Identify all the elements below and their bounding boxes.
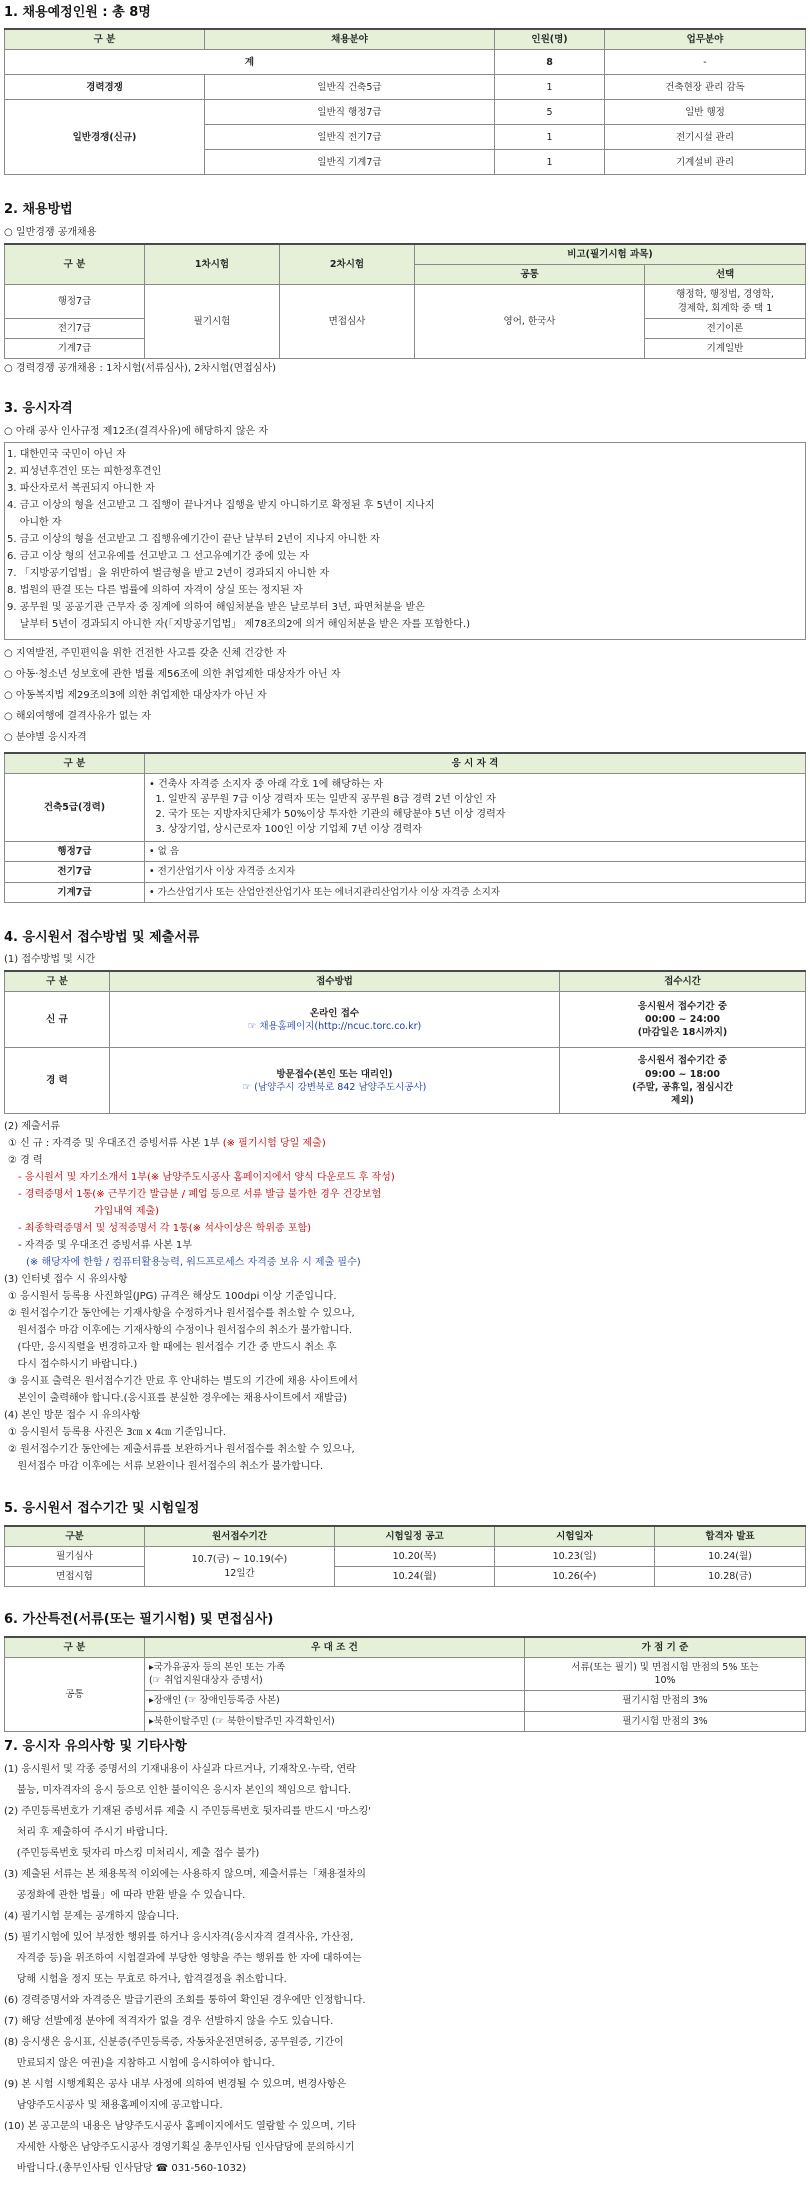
table-cell: 행정7급 bbox=[5, 285, 145, 319]
section-5-title: 5. 응시원서 접수기간 및 시험일정 bbox=[4, 1501, 200, 1517]
note-line: 처리 후 제출하여 주시기 바랍니다. bbox=[4, 1827, 168, 1839]
table-cell: 일반직 행정7급 bbox=[205, 100, 495, 125]
header-category: 구 분 bbox=[5, 244, 145, 285]
apply-kind: 경 력 bbox=[5, 1048, 110, 1114]
header-result: 합격자 발표 bbox=[655, 1526, 806, 1547]
list-item: 7. 「지방공기업법」을 위반하여 벌금형을 받고 2년이 경과되지 아니한 자 bbox=[7, 567, 330, 579]
doc-extra: (※ 남양주도시공사 홈페이지에서 양식 다운로드 후 작성) bbox=[146, 1172, 395, 1184]
note-line: (주민등록번호 뒷자리 마스킹 미처리시, 제출 접수 불가) bbox=[4, 1848, 260, 1860]
recruit-count-table bbox=[4, 28, 806, 175]
qual-kind: 기계7급 bbox=[5, 882, 145, 902]
time-line: 제외) bbox=[671, 1095, 694, 1107]
time-line: 09:00 ~ 18:00 bbox=[644, 1068, 721, 1080]
bonus-condition bbox=[145, 1657, 525, 1691]
doc-text: ① 신 규 : 자격증 및 우대조건 증빙서류 사본 1부 bbox=[8, 1138, 220, 1150]
doc-text: - 최종학력증명서 및 성적증명서 각 1통 bbox=[18, 1223, 189, 1235]
time-line: 응시원서 접수기간 중 bbox=[637, 1000, 728, 1012]
bonus-condition: ▸장애인 (☞ 장애인등록증 사본) bbox=[145, 1691, 525, 1711]
doc-line: - 자격증 및 우대조건 증빙서류 사본 1부 bbox=[18, 1240, 192, 1252]
list-item: 6. 금고 이상 형의 선고유예를 선고받고 그 선고유예기간 중에 있는 자 bbox=[7, 550, 310, 562]
doc-extra: (※ 근무기간 발급분 / 폐업 등으로 서류 발급 불가한 경우 건강보험 bbox=[92, 1189, 382, 1201]
net-line: (다만, 응시직렬을 변경하고자 할 때에는 원서접수 기간 중 반드시 취소 후 bbox=[8, 1342, 337, 1354]
table-cell: 필기시험 만점의 3% bbox=[525, 1691, 806, 1711]
header-exam2: 2차시험 bbox=[280, 244, 415, 285]
apply-method bbox=[110, 992, 560, 1048]
apply-time bbox=[560, 992, 806, 1048]
note-line: (8) 응시생은 응시표, 신분증(주민등록증, 자동차운전면허증, 공무원증, 기간이 bbox=[4, 2037, 344, 2049]
qualification-table bbox=[4, 752, 806, 903]
header-condition: 우 대 조 건 bbox=[145, 1637, 525, 1658]
table-cell: 일반 행정 bbox=[605, 100, 806, 125]
net-line: 원서접수 마감 이후에는 기재사항의 수정이나 원서접수의 취소가 불가합니다. bbox=[8, 1325, 353, 1337]
time-line: (마감일은 18시까지) bbox=[637, 1027, 728, 1039]
header-notice: 시험일정 공고 bbox=[335, 1526, 495, 1547]
table-cell: 기계7급 bbox=[5, 339, 145, 359]
header-exam1: 1차시험 bbox=[145, 244, 280, 285]
header-work: 업무분야 bbox=[605, 29, 806, 50]
header-category: 구분 bbox=[5, 1526, 145, 1547]
condition-line: ▸국가유공자 등의 본인 또는 가족 bbox=[149, 1661, 286, 1673]
doc-line bbox=[4, 1171, 806, 1185]
apply-kind: 신 규 bbox=[5, 992, 110, 1048]
header-date: 시험일자 bbox=[495, 1526, 655, 1547]
table-cell: 10.28(금) bbox=[655, 1567, 806, 1587]
section-2-note: ○ 경력경쟁 공개채용 : 1차시험(서류심사), 2차시험(면접심사) bbox=[4, 363, 277, 375]
table-cell: 10.24(월) bbox=[655, 1546, 806, 1566]
note-line: (2) 주민등록번호가 기재된 증빙서류 제출 시 주민등록번호 뒷자리를 반드시 '마스킹' bbox=[4, 1806, 372, 1818]
section-4-sub3: (3) 인터넷 접수 시 유의사항 bbox=[4, 1274, 128, 1286]
section-3-intro: ○ 아래 공사 인사규정 제12조(결격사유)에 해당하지 않은 자 bbox=[4, 425, 269, 437]
doc-extra: (※ 석사이상은 학위증 포함) bbox=[188, 1223, 312, 1235]
recruit-homepage-link[interactable]: ☞ 채용홈페이지(http://ncuc.torc.co.kr) bbox=[247, 1020, 422, 1032]
table-cell: 면접시험 bbox=[5, 1567, 145, 1587]
header-category: 구 분 bbox=[5, 29, 205, 50]
table-cell: 일반직 기계7급 bbox=[205, 150, 495, 175]
header-time: 접수시간 bbox=[560, 971, 806, 992]
visit-line: 원서접수 마감 이후에는 서류 보완이나 원서접수의 취소가 불가합니다. bbox=[8, 1461, 324, 1473]
time-line: 00:00 ~ 24:00 bbox=[644, 1014, 721, 1026]
list-item: 5. 금고 이상의 형을 선고받고 그 집행유예기간이 끝난 날부터 2년이 지나지 아니한 자 bbox=[7, 533, 380, 545]
note-line: (4) 필기시험 문제는 공개하지 않습니다. bbox=[4, 1911, 179, 1923]
note-line: (5) 필기시험에 있어 부정한 행위를 하거나 응시자격(응시자격 결격사유, 가산점, bbox=[4, 1932, 354, 1944]
qual-line: • 가스산업기사 또는 산업안전산업기사 또는 에너지관리산업기사 이상 자격증 소지자 bbox=[145, 882, 806, 902]
table-cell: 10.23(일) bbox=[495, 1546, 655, 1566]
net-line: ② 원서접수기간 동안에는 기재사항을 수정하거나 원서접수를 취소할 수 있으나, bbox=[8, 1308, 355, 1320]
note-line: (3) 제출된 서류는 본 채용목적 이외에는 사용하지 않으며, 제출서류는「채용절차의 bbox=[4, 1869, 366, 1881]
period-days: 12일간 bbox=[224, 1567, 255, 1579]
apply-time bbox=[560, 1048, 806, 1114]
header-category: 구 분 bbox=[5, 1637, 145, 1658]
list-item: ○ 해외여행에 결격사유가 없는 자 bbox=[4, 710, 152, 722]
net-line: ③ 응시표 출력은 원서접수기간 만료 후 안내하는 별도의 기간에 채용 사이트에서 bbox=[8, 1376, 358, 1388]
table-cell: 10.26(수) bbox=[495, 1567, 655, 1587]
note-line: 자격증 등)을 위조하여 시험결과에 부당한 영향을 주는 행위를 한 자에 대하여는 bbox=[4, 1953, 362, 1965]
table-cell: 일반직 건축5급 bbox=[205, 75, 495, 100]
table-cell: 건축현장 관리 감독 bbox=[605, 75, 806, 100]
section-6-title: 6. 가산특전(서류(또는 필기시험) 및 면접심사) bbox=[4, 1612, 274, 1628]
note-line: (1) 응시원서 및 각종 증명서의 기재내용이 사실과 다르거나, 기재착오·누락, 연락 bbox=[4, 1764, 356, 1776]
qual-line: 2. 국가 또는 지방자치단체가 50%이상 투자한 기관의 해당분야 5년 이상 경력자 bbox=[149, 808, 506, 820]
list-item: 날부터 5년이 경과되지 아니한 자(「지방공기업법」 제78조의2에 의거 해임처분을 받은 자를 포함한다.) bbox=[7, 618, 471, 630]
table-cell: 1 bbox=[495, 125, 605, 150]
doc-line bbox=[4, 1137, 806, 1151]
qual-line: • 건축사 자격증 소지자 중 아래 각호 1에 해당하는 자 bbox=[149, 778, 384, 790]
note-line: 만료되지 않은 여권)을 지참하고 시험에 응시하여야 합니다. bbox=[4, 2058, 275, 2070]
note-line: 바랍니다.(총무인사팀 인사담당 ☎ 031-560-1032) bbox=[4, 2163, 247, 2175]
schedule-table bbox=[4, 1525, 806, 1588]
header-remark: 비고(필기시험 과목) bbox=[415, 244, 806, 265]
table-cell: 10.20(목) bbox=[335, 1546, 495, 1566]
list-item: 2. 피성년후견인 또는 피한정후견인 bbox=[7, 465, 162, 477]
section-1-title: 1. 채용예정인원 : 총 8명 bbox=[4, 5, 151, 20]
total-count: 8 bbox=[495, 50, 605, 75]
header-qualification: 응 시 자 격 bbox=[145, 753, 806, 774]
table-cell: 일반직 전기7급 bbox=[205, 125, 495, 150]
list-item: 3. 파산자로서 복권되지 아니한 자 bbox=[7, 482, 155, 494]
table-cell: 전기시설 관리 bbox=[605, 125, 806, 150]
qual-kind: 건축5급(경력) bbox=[5, 773, 145, 841]
note-line: 자세한 사항은 남양주도시공사 경영기획실 총무인사팀 인사담당에 문의하시기 bbox=[4, 2142, 355, 2154]
method-table bbox=[4, 243, 806, 360]
doc-line: 가입내역 제출) bbox=[94, 1206, 160, 1218]
section-4-sub1: (1) 접수방법 및 시간 bbox=[4, 954, 96, 966]
header-method: 접수방법 bbox=[110, 971, 560, 992]
list-item: 1. 대한민국 국민이 아닌 자 bbox=[7, 448, 126, 460]
net-line: 다시 접수하시기 바랍니다.) bbox=[8, 1359, 138, 1371]
visit-line: ① 응시원서 등록용 사진은 3㎝ x 4㎝ 기준입니다. bbox=[8, 1427, 226, 1439]
method-label: 방문접수(본인 또는 대리인) bbox=[276, 1068, 393, 1080]
doc-line bbox=[4, 1188, 806, 1202]
table-cell: 10.24(월) bbox=[335, 1567, 495, 1587]
table-cell: 서류(또는 필기) 및 면접시험 만점의 5% 또는 10% bbox=[525, 1657, 806, 1691]
list-item: ○ 지역발전, 주민편익을 위한 건전한 사고를 갖춘 신체 건강한 자 bbox=[4, 647, 287, 659]
disqualification-list bbox=[4, 442, 806, 640]
period-cell bbox=[145, 1546, 335, 1587]
section-4-sub2: (2) 제출서류 bbox=[4, 1121, 60, 1133]
period-range: 10.7(금) ~ 10.19(수) bbox=[191, 1554, 288, 1566]
list-item: ○ 아동복지법 제29조의3에 의한 취업제한 대상자가 아닌 자 bbox=[4, 689, 267, 701]
common-cell: 영어, 한국사 bbox=[415, 285, 645, 359]
table-cell: 5 bbox=[495, 100, 605, 125]
bonus-table bbox=[4, 1636, 806, 1732]
table-cell: 전기이론 bbox=[645, 318, 806, 338]
table-cell: 기계일반 bbox=[645, 339, 806, 359]
note-line: (10) 본 공고문의 내용은 남양주도시공사 홈페이지에서도 열람할 수 있으며, 기타 bbox=[4, 2121, 356, 2133]
table-cell: 1 bbox=[495, 75, 605, 100]
note-line: 불능, 미자격자의 응시 등으로 인한 불이익은 응시자 본인의 책임으로 합니다. bbox=[4, 1785, 352, 1797]
section-4-sub4: (4) 본인 방문 접수 시 유의사항 bbox=[4, 1410, 141, 1422]
exam2-cell: 면접심사 bbox=[280, 285, 415, 359]
method-label: 온라인 접수 bbox=[309, 1007, 360, 1019]
qual-kind: 행정7급 bbox=[5, 841, 145, 861]
list-item: 4. 금고 이상의 형을 선고받고 그 집행이 끝나거나 집행을 받지 아니하기로 확정된 후 5년이 지나지 bbox=[7, 499, 435, 511]
qual-line: • 전기산업기사 이상 자격증 소지자 bbox=[145, 862, 806, 882]
notes-list bbox=[4, 1763, 806, 2176]
note-line: (7) 해당 선발예정 분야에 적격자가 없을 경우 선발하지 않을 수도 있습니다. bbox=[4, 2016, 334, 2028]
visit-line: ② 원서접수기간 동안에는 제출서류를 보완하거나 원서접수를 취소할 수 있으나, bbox=[8, 1444, 355, 1456]
total-label: 계 bbox=[5, 50, 495, 75]
list-item: 8. 법원의 판결 또는 다른 법률에 의하여 자격이 상실 또는 정지된 자 bbox=[7, 584, 303, 596]
qual-line: 1. 일반직 공무원 7급 이상 경력자 또는 일반직 공무원 8급 경력 2년 이상인 자 bbox=[149, 793, 496, 805]
qual-lines bbox=[145, 773, 806, 841]
header-period: 원서접수기간 bbox=[145, 1526, 335, 1547]
table-cell: 필기시험 만점의 3% bbox=[525, 1711, 806, 1731]
note-line: (9) 본 시험 시행계획은 공사 내부 사정에 의하여 변경될 수 있으며, 변경사항은 bbox=[4, 2079, 347, 2091]
net-line: 본인이 출력해야 합니다.(응시표를 분실한 경우에는 채용사이트에서 재발급) bbox=[8, 1393, 348, 1405]
condition-line: (☞ 취업지원대상자 증명서) bbox=[149, 1675, 263, 1687]
note-line: 남양주도시공사 및 채용홈페이지에 공고합니다. bbox=[4, 2100, 223, 2112]
doc-line: (※ 해당자에 한함 / 컴퓨터활용능력, 워드프로세스 자격증 보유 시 제출 필수) bbox=[26, 1257, 361, 1269]
section-2-title: 2. 채용방법 bbox=[4, 202, 73, 218]
header-common: 공통 bbox=[415, 264, 645, 284]
bonus-condition: ▸북한이탈주민 (☞ 북한이탈주민 자격확인서) bbox=[145, 1711, 525, 1731]
header-select: 선택 bbox=[645, 264, 806, 284]
time-line: 응시원서 접수기간 중 bbox=[637, 1055, 728, 1067]
section-7-title: 7. 응시자 유의사항 및 기타사항 bbox=[4, 1739, 187, 1755]
net-line: ① 응시원서 등록용 사진화일(JPG) 규격은 해상도 100dpi 이상 기준입니다. bbox=[8, 1291, 337, 1303]
table-cell: 1 bbox=[495, 150, 605, 175]
time-line: (주말, 공휴일, 점심시간 bbox=[632, 1081, 733, 1093]
list-item: 9. 공무원 및 공공기관 근무자 중 징계에 의하여 해임처분을 받은 날로부터 3년, 파면처분을 받은 bbox=[7, 601, 425, 613]
doc-extra: (※ 필기시험 당일 제출) bbox=[222, 1138, 326, 1150]
header-points: 가 점 기 준 bbox=[525, 1637, 806, 1658]
doc-text: - 응시원서 및 자기소개서 1부 bbox=[18, 1172, 147, 1184]
exam1-cell: 필기시험 bbox=[145, 285, 280, 359]
table-cell: 필기심사 bbox=[5, 1546, 145, 1566]
qual-line: • 없 음 bbox=[145, 841, 806, 861]
group-open: 일반경쟁(신규) bbox=[5, 100, 205, 175]
header-category: 구 분 bbox=[5, 753, 145, 774]
qual-kind: 전기7급 bbox=[5, 862, 145, 882]
apply-method bbox=[110, 1048, 560, 1114]
list-item: 아니한 자 bbox=[7, 516, 62, 528]
header-category: 구 분 bbox=[5, 971, 110, 992]
doc-line: ② 경 력 bbox=[8, 1155, 43, 1167]
doc-line bbox=[4, 1222, 806, 1236]
list-item: ○ 아동·청소년 성보호에 관한 법률 제56조에 의한 취업제한 대상자가 아닌 자 bbox=[4, 668, 341, 680]
note-line: (6) 경력증명서와 자격증은 발급기관의 조회를 통하여 확인된 경우에만 인정합니다. bbox=[4, 1995, 366, 2007]
group-career: 경력경쟁 bbox=[5, 75, 205, 100]
note-line: 공정화에 관한 법률」에 따라 반환 받을 수 있습니다. bbox=[4, 1890, 246, 1902]
office-address: ☞ (남양주시 강변북로 842 남양주도시공사) bbox=[242, 1081, 427, 1093]
note-line: 당해 시험을 정지 또는 무효로 하거나, 합격결정을 취소합니다. bbox=[4, 1974, 287, 1986]
section-4-title: 4. 응시원서 접수방법 및 제출서류 bbox=[4, 929, 200, 945]
doc-text: - 경력증명서 1통 bbox=[18, 1189, 93, 1201]
header-field: 채용분야 bbox=[205, 29, 495, 50]
qual-line: 3. 상장기업, 상시근로자 100인 이상 기업체 7년 이상 경력자 bbox=[149, 823, 422, 835]
list-item: ○ 분야별 응시자격 bbox=[4, 731, 87, 743]
apply-method-table bbox=[4, 970, 806, 1114]
table-cell: 기계설비 관리 bbox=[605, 150, 806, 175]
total-work: - bbox=[605, 50, 806, 75]
table-cell: 행정학, 행정법, 경영학, 경제학, 회계학 중 택 1 bbox=[645, 285, 806, 319]
header-count: 인원(명) bbox=[495, 29, 605, 50]
bonus-kind: 공통 bbox=[5, 1657, 145, 1731]
section-2-intro: ○ 일반경쟁 공개채용 bbox=[4, 226, 97, 238]
section-3-title: 3. 응시자격 bbox=[4, 401, 73, 417]
table-cell: 전기7급 bbox=[5, 318, 145, 338]
